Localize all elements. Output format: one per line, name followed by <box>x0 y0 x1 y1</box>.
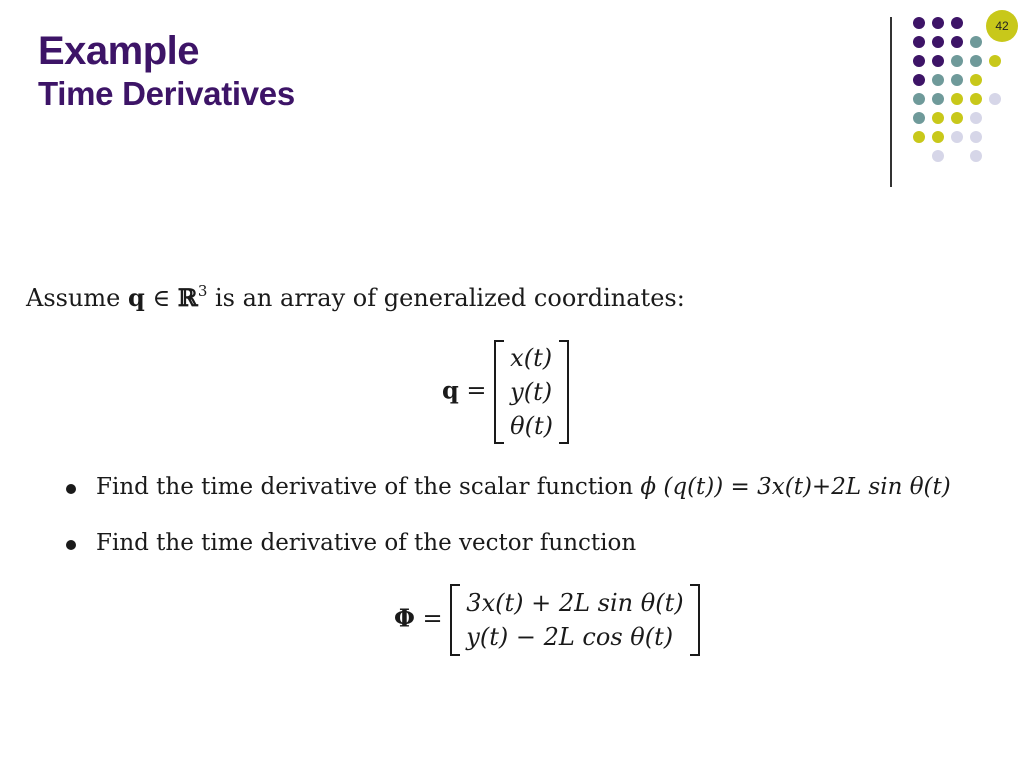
bullet-2 <box>96 530 636 556</box>
dot <box>932 17 944 29</box>
dot <box>932 74 944 86</box>
q-vector-row: y(t) <box>510 378 553 406</box>
scalar-function-formula: ϕ (q(t)) = 3x(t)+2L sin θ(t) <box>640 474 951 500</box>
page-number-badge: 42 <box>986 10 1018 42</box>
dot <box>951 131 963 143</box>
dot <box>932 36 944 48</box>
dot <box>951 55 963 67</box>
title-line-2: Time Derivatives <box>38 75 295 112</box>
phi-vector-matrix <box>450 584 699 656</box>
dot <box>913 74 925 86</box>
intro-in-symbol: ∈ <box>152 284 171 312</box>
phi-vector-equals: = <box>422 604 443 633</box>
dot <box>951 36 963 48</box>
right-bracket <box>690 584 700 656</box>
intro-rest: is an array of generalized coordinates: <box>215 284 685 312</box>
intro-reals: ℝ <box>177 283 198 312</box>
dot <box>970 36 982 48</box>
q-vector-matrix <box>494 340 569 444</box>
title-line-1: Example <box>38 29 200 73</box>
right-bracket <box>559 340 569 444</box>
dot <box>932 131 944 143</box>
bullet-1-text: Find the time derivative of the scalar function <box>96 474 634 500</box>
dot <box>913 112 925 124</box>
dot <box>989 93 1001 105</box>
header-divider <box>890 17 892 187</box>
phi-vector-column <box>460 586 689 654</box>
bullet-dot <box>66 540 76 550</box>
dot <box>932 112 944 124</box>
phi-vector-equation <box>394 584 700 656</box>
bullet-2-text: Find the time derivative of the vector function <box>96 530 637 556</box>
dot <box>970 93 982 105</box>
q-vector-lhs: q <box>442 375 459 405</box>
dot <box>913 131 925 143</box>
dot <box>951 112 963 124</box>
left-bracket <box>494 340 504 444</box>
dot <box>970 55 982 67</box>
dot <box>970 112 982 124</box>
dot <box>989 55 1001 67</box>
dot <box>970 74 982 86</box>
intro-q: q <box>128 283 145 312</box>
intro-exponent: 3 <box>197 282 208 300</box>
bullet-1 <box>96 474 951 500</box>
q-vector-column <box>504 341 559 443</box>
dot <box>932 93 944 105</box>
q-vector-equals: = <box>466 376 487 405</box>
dot <box>970 150 982 162</box>
phi-vector-lhs: Φ <box>394 603 415 633</box>
q-vector-row: θ(t) <box>510 412 553 440</box>
dot <box>970 131 982 143</box>
q-vector-row: x(t) <box>510 344 553 372</box>
phi-vector-row: y(t) − 2L cos θ(t) <box>466 623 674 651</box>
dot <box>913 55 925 67</box>
left-bracket <box>450 584 460 656</box>
dot <box>913 17 925 29</box>
dot <box>913 93 925 105</box>
dot <box>951 74 963 86</box>
q-vector-equation <box>442 340 569 444</box>
dot <box>932 150 944 162</box>
slide-title <box>38 28 295 114</box>
phi-vector-row: 3x(t) + 2L sin θ(t) <box>466 589 684 617</box>
dot <box>951 17 963 29</box>
intro-line <box>26 282 685 312</box>
dot <box>913 36 925 48</box>
intro-assume: Assume <box>26 284 121 312</box>
dot <box>932 55 944 67</box>
dot <box>951 93 963 105</box>
bullet-dot <box>66 484 76 494</box>
